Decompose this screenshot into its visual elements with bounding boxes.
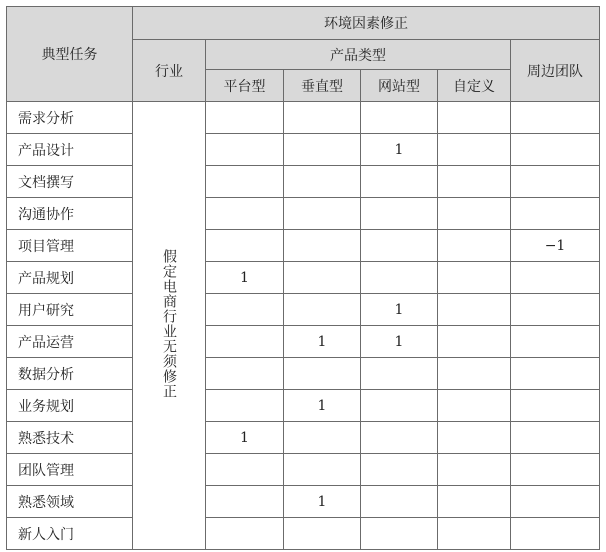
cell-vertical (284, 454, 361, 486)
cell-team (511, 486, 600, 518)
cell-vertical: 1 (284, 390, 361, 422)
cell-custom (438, 134, 511, 166)
cell-platform (206, 166, 284, 198)
task-name: 熟悉领域 (7, 486, 133, 518)
cell-vertical: 1 (284, 326, 361, 358)
cell-custom (438, 198, 511, 230)
table-row (7, 454, 600, 486)
cell-platform (206, 326, 284, 358)
header-task: 典型任务 (7, 7, 133, 102)
cell-vertical (284, 262, 361, 294)
cell-team (511, 134, 600, 166)
cell-platform: 1 (206, 422, 284, 454)
cell-team (511, 358, 600, 390)
task-name: 业务规划 (7, 390, 133, 422)
correction-table (6, 6, 600, 550)
table-row (7, 262, 600, 294)
task-name: 数据分析 (7, 358, 133, 390)
cell-vertical (284, 198, 361, 230)
cell-website (361, 390, 438, 422)
header-env-group: 环境因素修正 (133, 7, 600, 40)
cell-custom (438, 486, 511, 518)
task-name: 团队管理 (7, 454, 133, 486)
cell-platform (206, 486, 284, 518)
cell-vertical (284, 358, 361, 390)
task-name: 产品规划 (7, 262, 133, 294)
cell-vertical (284, 518, 361, 550)
task-name: 文档撰写 (7, 166, 133, 198)
cell-platform (206, 198, 284, 230)
cell-team (511, 198, 600, 230)
cell-custom (438, 358, 511, 390)
cell-custom (438, 326, 511, 358)
task-name: 新人入门 (7, 518, 133, 550)
header-industry: 行业 (133, 40, 206, 102)
cell-website (361, 454, 438, 486)
cell-team (511, 262, 600, 294)
cell-website (361, 518, 438, 550)
cell-team (511, 454, 600, 486)
cell-website: 1 (361, 326, 438, 358)
table-row (7, 358, 600, 390)
cell-website (361, 230, 438, 262)
cell-custom (438, 422, 511, 454)
header-product-group: 产品类型 (206, 40, 511, 70)
cell-website (361, 198, 438, 230)
cell-custom (438, 262, 511, 294)
cell-team (511, 102, 600, 134)
cell-vertical (284, 294, 361, 326)
task-name: 熟悉技术 (7, 422, 133, 454)
cell-vertical (284, 230, 361, 262)
cell-team: −1 (511, 230, 600, 262)
cell-vertical (284, 166, 361, 198)
table-row (7, 294, 600, 326)
cell-custom (438, 230, 511, 262)
header-custom: 自定义 (438, 70, 511, 102)
cell-website (361, 166, 438, 198)
header-vertical: 垂直型 (284, 70, 361, 102)
cell-platform (206, 518, 284, 550)
cell-team (511, 294, 600, 326)
table-row (7, 518, 600, 550)
cell-custom (438, 454, 511, 486)
task-name: 沟通协作 (7, 198, 133, 230)
cell-platform (206, 294, 284, 326)
cell-team (511, 166, 600, 198)
cell-team (511, 518, 600, 550)
table-row (7, 326, 600, 358)
table-row (7, 230, 600, 262)
cell-platform: 1 (206, 262, 284, 294)
task-name: 产品设计 (7, 134, 133, 166)
cell-platform (206, 454, 284, 486)
table-row (7, 390, 600, 422)
cell-custom (438, 166, 511, 198)
cell-team (511, 326, 600, 358)
cell-custom (438, 518, 511, 550)
table-row (7, 486, 600, 518)
cell-website (361, 422, 438, 454)
task-name: 产品运营 (7, 326, 133, 358)
industry-note: 假定电商行业无须修正 (161, 248, 177, 399)
table-row (7, 166, 600, 198)
table-row (7, 134, 600, 166)
cell-platform (206, 230, 284, 262)
header-team: 周边团队 (511, 40, 600, 102)
cell-vertical (284, 102, 361, 134)
table-body (7, 102, 600, 550)
cell-website: 1 (361, 134, 438, 166)
cell-team (511, 390, 600, 422)
cell-vertical: 1 (284, 486, 361, 518)
cell-website (361, 486, 438, 518)
cell-team (511, 422, 600, 454)
task-name: 项目管理 (7, 230, 133, 262)
table-row (7, 422, 600, 454)
task-name: 需求分析 (7, 102, 133, 134)
cell-custom (438, 294, 511, 326)
cell-website (361, 262, 438, 294)
cell-website (361, 102, 438, 134)
cell-website: 1 (361, 294, 438, 326)
header-platform: 平台型 (206, 70, 284, 102)
cell-vertical (284, 422, 361, 454)
industry-note-cell (133, 102, 206, 550)
cell-custom (438, 390, 511, 422)
header-website: 网站型 (361, 70, 438, 102)
cell-platform (206, 102, 284, 134)
cell-custom (438, 102, 511, 134)
cell-platform (206, 134, 284, 166)
table-row (7, 198, 600, 230)
cell-website (361, 358, 438, 390)
task-name: 用户研究 (7, 294, 133, 326)
cell-vertical (284, 134, 361, 166)
cell-platform (206, 390, 284, 422)
cell-platform (206, 358, 284, 390)
table-row (7, 102, 600, 134)
